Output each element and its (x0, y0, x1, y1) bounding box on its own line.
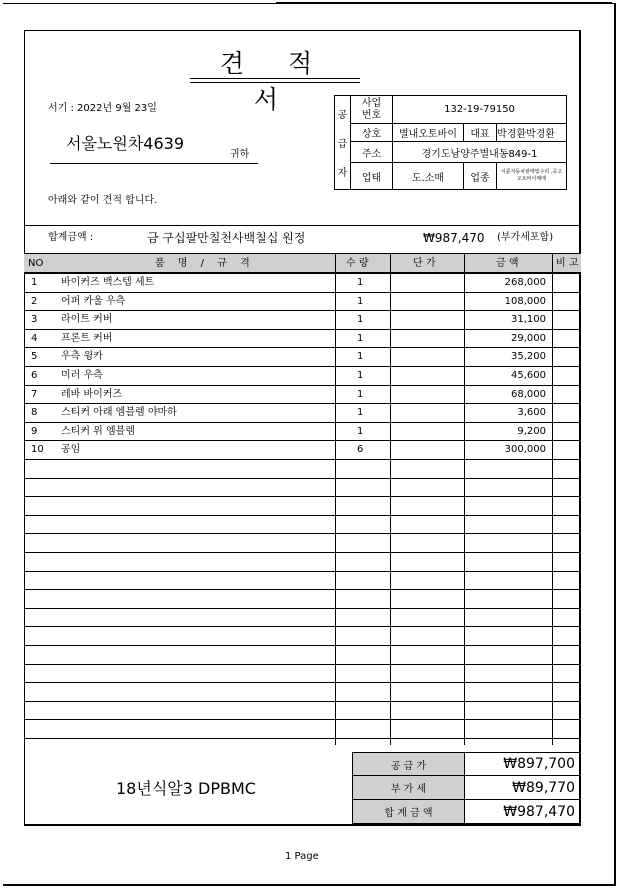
row-amount: 268,000 (504, 277, 546, 288)
address-label: 주소 (350, 141, 393, 163)
table-row-line (24, 273, 581, 274)
row-no: 5 (31, 351, 38, 362)
row-item-name: 어퍼 카울 우측 (61, 296, 126, 307)
vat-value: ₩89,770 (464, 775, 580, 800)
row-quantity: 6 (357, 444, 364, 455)
row-item-name: 라이트 커버 (61, 314, 113, 325)
header-amount: 금 액 (496, 258, 519, 269)
supply-price-value: ₩897,700 (464, 752, 580, 776)
header-quantity: 수 량 (346, 258, 369, 269)
document-title: 견 적 서 (219, 49, 331, 114)
row-item-name: 레바 바이커즈 (61, 389, 123, 400)
table-row-line (24, 626, 581, 627)
table-row-line (24, 571, 581, 572)
row-quantity: 1 (357, 351, 364, 362)
table-row-line (24, 738, 581, 739)
business-type-label: 업태 (350, 162, 393, 190)
table-row-line (24, 329, 581, 330)
row-quantity: 1 (357, 296, 364, 307)
supplier-box (334, 95, 567, 190)
total-korean: 금 구십팔만칠천사백칠십 원정 (147, 231, 306, 245)
supplier-side-label (334, 95, 351, 190)
reg-no-label: 사업 번호 (350, 95, 393, 124)
supply-price-label: 공 급 가 (353, 752, 465, 776)
row-quantity: 1 (357, 333, 364, 344)
vat-label: 부 가 세 (353, 775, 465, 800)
row-no: 4 (31, 333, 38, 344)
row-amount: 300,000 (504, 444, 546, 455)
table-row-line (24, 292, 581, 293)
header-item-name: 품 명 / 규 격 (155, 258, 250, 269)
reg-no-value: 132-19-79150 (392, 95, 567, 124)
row-no: 7 (31, 389, 38, 400)
table-row-line (24, 589, 581, 590)
row-no: 6 (31, 370, 38, 381)
row-amount: 45,600 (511, 370, 546, 381)
row-no: 8 (31, 407, 38, 418)
row-item-name: 우측 윙카 (61, 351, 103, 362)
table-row-line (24, 347, 581, 348)
header-unit-price: 단 가 (413, 258, 436, 269)
supplier-side-char-3: 자 (337, 168, 348, 179)
header-no: NO (28, 258, 44, 269)
table-row-line (24, 682, 581, 683)
business-type-value: 도.소매 (392, 162, 464, 190)
table-row-line (24, 645, 581, 646)
total-amount: ₩987,470 (423, 231, 485, 245)
table-row-line (24, 440, 581, 441)
row-item-name: 바이커즈 백스텝 세트 (61, 277, 155, 288)
table-row-line (24, 664, 581, 665)
row-amount: 31,100 (511, 314, 546, 325)
table-row-line (24, 608, 581, 609)
recipient-underline (50, 163, 258, 164)
page-number: 1 Page (285, 851, 319, 862)
business-item-label: 업종 (463, 162, 497, 190)
row-amount: 68,000 (511, 389, 546, 400)
row-item-name: 스티커 위 엠블렘 (61, 426, 135, 437)
intro-text: 아래와 같이 견적 합니다. (48, 195, 158, 206)
row-amount: 35,200 (511, 351, 546, 362)
table-row-line (24, 366, 581, 367)
table-column-line (464, 253, 465, 745)
table-row-line (24, 478, 581, 479)
grand-total-value: ₩987,470 (464, 799, 580, 824)
row-amount: 9,200 (517, 426, 546, 437)
row-quantity: 1 (357, 426, 364, 437)
row-no: 10 (31, 444, 44, 455)
representative-value: 박경환박경환 (496, 123, 567, 142)
title-underline-second (190, 82, 360, 83)
header-note: 비 고 (556, 258, 579, 269)
business-item-value: 이륜자동차판매및수리 ,중고오토바이매매 (496, 162, 567, 190)
table-row-line (24, 459, 581, 460)
table-row-line (24, 533, 581, 534)
row-quantity: 1 (357, 314, 364, 325)
table-row-line (24, 422, 581, 423)
row-item-name: 미러 우측 (61, 370, 103, 381)
total-row-top-border (24, 225, 581, 226)
row-quantity: 1 (357, 407, 364, 418)
table-row-line (24, 496, 581, 497)
row-item-name: 스티커 아래 엠블렘 야마하 (61, 407, 177, 418)
company-name-label: 상호 (350, 123, 393, 142)
summary-box (352, 752, 580, 824)
table-column-line (390, 253, 391, 745)
vat-included-note: (부가세포함) (497, 232, 554, 243)
table-row-line (24, 403, 581, 404)
footer-note: 18년식알3 DPBMC (116, 779, 256, 798)
table-row-line (24, 719, 581, 720)
row-quantity: 1 (357, 370, 364, 381)
table-row-line (24, 515, 581, 516)
row-no: 2 (31, 296, 38, 307)
row-amount: 108,000 (504, 296, 546, 307)
row-amount: 29,000 (511, 333, 546, 344)
supplier-side-char-1: 공 (337, 110, 348, 121)
supplier-side-char-2: 급 (337, 139, 348, 150)
table-row-line (24, 385, 581, 386)
title-underline (190, 78, 360, 79)
row-item-name: 프론트 커버 (61, 333, 113, 344)
table-row-line (24, 701, 581, 702)
company-name-value: 별내오토바이 (392, 123, 464, 142)
table-row-line (24, 552, 581, 553)
grand-total-label: 합 계 금 액 (353, 799, 465, 824)
row-quantity: 1 (357, 389, 364, 400)
representative-label: 대표 (463, 123, 497, 142)
estimate-date: 서기 : 2022년 9월 23일 (48, 103, 157, 114)
recipient-honorific: 귀하 (230, 149, 250, 160)
row-amount: 3,600 (517, 407, 546, 418)
row-no: 3 (31, 314, 38, 325)
recipient-name: 서울노원차4639 (66, 134, 184, 153)
row-no: 9 (31, 426, 38, 437)
table-column-line (552, 253, 553, 745)
table-column-line (335, 253, 336, 745)
row-item-name: 공임 (61, 444, 81, 455)
address-value: 경기도남양주별내동849-1 (392, 141, 567, 163)
total-label: 합계금액 : (48, 232, 94, 243)
row-no: 1 (31, 277, 38, 288)
row-quantity: 1 (357, 277, 364, 288)
table-row-line (24, 310, 581, 311)
